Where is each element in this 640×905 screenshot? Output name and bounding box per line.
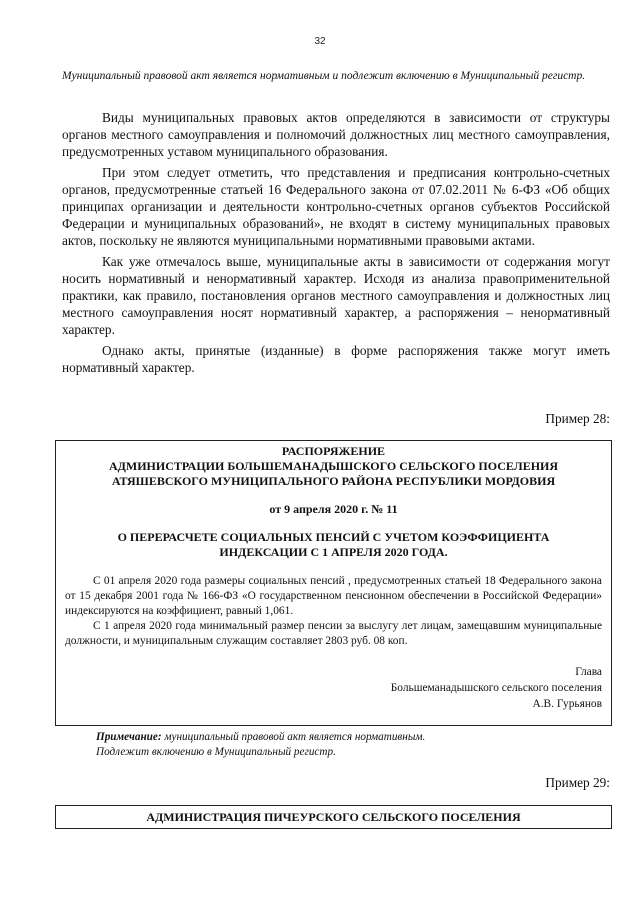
signature-organization: Большеманадышского сельского поселения	[390, 682, 602, 694]
page-number: 32	[314, 36, 326, 47]
order-paragraph: С 01 апреля 2020 года размеры социальных пенсий , предусмотренных статьей 18 Федерального закона от 15 декабря 2001 года № 166-ФЗ «О государственном пенсионном обеспечении в Российской Федерации» индексируются на коэффициент, равный 1,061.	[65, 575, 602, 617]
body-text	[62, 109, 610, 379]
organization-line-1: АДМИНИСТРАЦИИ БОЛЬШЕМАНАДЫШСКОГО СЕЛЬСКОГО ПОСЕЛЕНИЯ	[108, 459, 559, 473]
order-text	[65, 574, 602, 649]
note-label: Примечание:	[96, 731, 162, 743]
top-note: Муниципальный правовой акт является нормативным и подлежит включению в Муниципальный регистр.	[62, 70, 586, 82]
paragraph: Как уже отмечалось выше, муниципальные акты в зависимости от содержания могут носить нормативный и ненормативный характер. Исходя из анализа правоприменительной практики, как правило, постановления органов местного самоуправления и должностных лиц местного самоуправления носят нормативный характер, а распоряжения – ненормативный характер.	[62, 253, 610, 338]
paragraph: При этом следует отметить, что представления и предписания контрольно-счетных органов, предусмотренные статьей 16 Федерального закона от 07.02.2011 № 6-ФЗ «Об общих принципах организации и деятельности контрольно-счетных органов субъектов Российской Федерации и муниципальных образований», не входят в систему муниципальных правовых актов, поскольку не являются муниципальными нормативными правовыми актами.	[62, 164, 610, 249]
document-type-heading: РАСПОРЯЖЕНИЕ	[281, 444, 386, 458]
example-28-label: Пример 28:	[545, 411, 610, 426]
example-29-header: АДМИНИСТРАЦИЯ ПИЧЕУРСКОГО СЕЛЬСКОГО ПОСЕЛЕНИЯ	[146, 810, 521, 824]
bottom-note	[96, 730, 606, 760]
paragraph: Виды муниципальных правовых актов определяются в зависимости от структуры органов местного самоуправления и полномочий должностных лиц местного самоуправления, предусмотренных уставом муниципального образования.	[62, 110, 610, 160]
signature-block	[65, 664, 602, 712]
signature-title: Глава	[575, 666, 602, 678]
example-29-label: Пример 29:	[545, 775, 610, 790]
signature-name: А.В. Гурьянов	[532, 698, 602, 710]
order-paragraph: С 1 апреля 2020 года минимальный размер пенсии за выслугу лет лицам, замещавшим муниципальные должности, и муниципальным служащим составляет 2803 руб. 08 коп.	[65, 620, 602, 647]
document-date: от 9 апреля 2020 г. № 11	[269, 502, 398, 516]
subject-line-1: О ПЕРЕРАСЧЕТЕ СОЦИАЛЬНЫХ ПЕНСИЙ С УЧЕТОМ КОЭФФИЦИЕНТА	[117, 530, 550, 544]
paragraph: Однако акты, принятые (изданные) в форме распоряжения также могут иметь нормативный характер.	[62, 342, 610, 375]
note-text: муниципальный правовой акт является нормативным.	[161, 731, 426, 743]
example-29-document-box	[55, 805, 612, 829]
example-28-document-box	[55, 440, 612, 726]
organization-line-2: АТЯШЕВСКОГО МУНИЦИПАЛЬНОГО РАЙОНА РЕСПУБЛИКИ МОРДОВИЯ	[111, 474, 556, 488]
document-subject	[56, 530, 611, 560]
note-text-2: Подлежит включению в Муниципальный регистр.	[96, 746, 336, 758]
subject-line-2: ИНДЕКСАЦИИ С 1 АПРЕЛЯ 2020 ГОДА.	[219, 545, 448, 559]
